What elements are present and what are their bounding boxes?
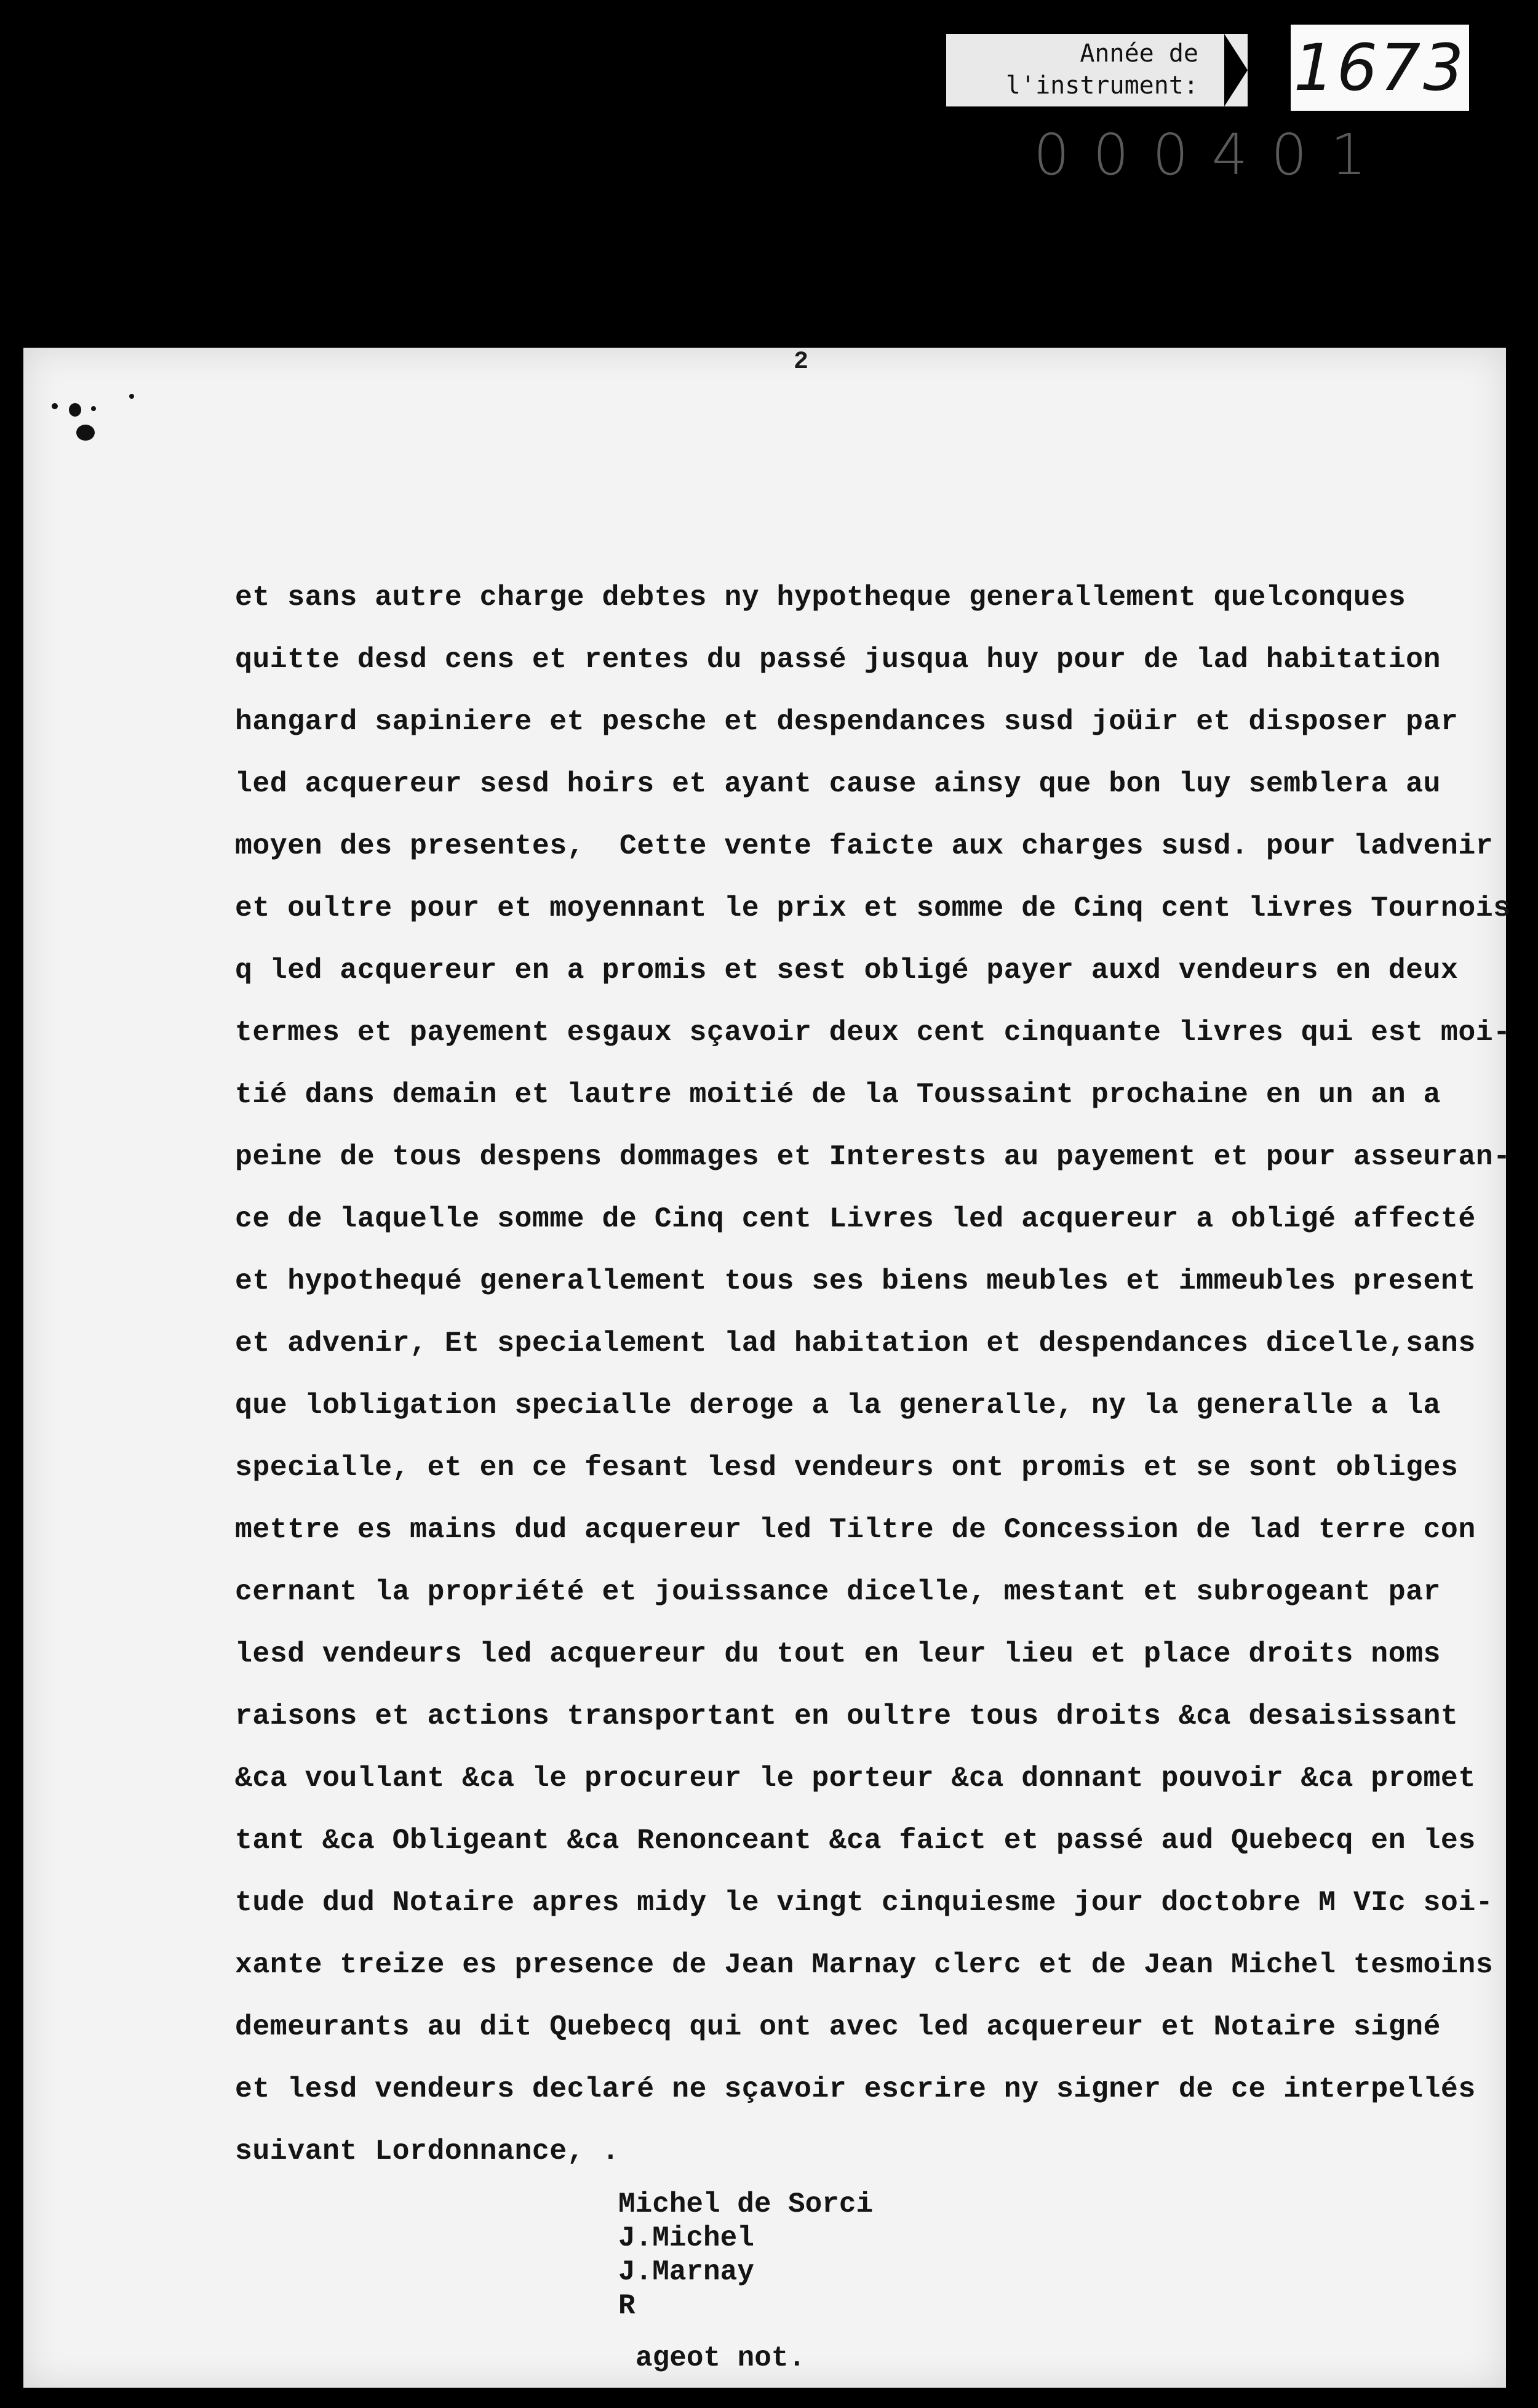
- signature-j-marnay: J.Marnay: [618, 2256, 754, 2288]
- signature-michel-de-sorci: Michel de Sorci: [618, 2188, 874, 2220]
- year-value: 1673: [1291, 25, 1469, 111]
- body-line: que lobligation specialle deroge a la generalle, ny la generalle a la: [235, 1389, 1441, 1422]
- ink-smudge-mark: [129, 394, 134, 399]
- body-line: demeurants au dit Quebecq qui ont avec led acquereur et Notaire signé: [235, 2010, 1441, 2043]
- body-line: mettre es mains dud acquereur led Tiltre de Concession de lad terre con: [235, 1513, 1476, 1546]
- body-line: et sans autre charge debtes ny hypotheque generallement quelconques: [235, 581, 1406, 614]
- serial-number: 000401: [1034, 122, 1390, 188]
- body-line: et advenir, Et specialement lad habitation et despendances dicelle,sans: [235, 1327, 1476, 1359]
- body-line: cernant la propriété et jouissance dicelle, mestant et subrogeant par: [235, 1575, 1441, 1608]
- body-line: moyen des presentes, Cette vente faicte aux charges susd. pour ladvenir: [235, 830, 1494, 862]
- document-body: [235, 566, 1511, 2182]
- body-line: raisons et actions transportant en oultre tous droits &ca desaisissant: [235, 1700, 1459, 1732]
- body-line: &ca voullant &ca le procureur le porteur &ca donnant pouvoir &ca promet: [235, 1762, 1476, 1794]
- body-line: et hypothequé generallement tous ses biens meubles et immeubles present: [235, 1265, 1476, 1297]
- body-line: ce de laquelle somme de Cinq cent Livres led acquereur a obligé affecté: [235, 1202, 1476, 1235]
- year-label-line1: Année de: [1080, 39, 1198, 68]
- arrow-pointer-icon: [1224, 34, 1248, 106]
- body-line: tant &ca Obligeant &ca Renonceant &ca faict et passé aud Quebecq en les: [235, 1824, 1476, 1857]
- signature-block: [618, 2188, 873, 2375]
- ink-smudge-mark: [76, 425, 95, 441]
- ink-smudge-mark: [69, 403, 81, 417]
- signature-notary: ageot not.: [636, 2342, 806, 2374]
- body-line: tude dud Notaire apres midy le vingt cinquiesme jour doctobre M VIc soi-: [235, 1886, 1494, 1919]
- year-label: [946, 34, 1248, 106]
- body-line: peine de tous despens dommages et Interests au payement et pour asseuran-: [235, 1140, 1511, 1173]
- ink-smudge-mark: [52, 403, 58, 409]
- body-line: termes et payement esgaux sçavoir deux cent cinquante livres qui est moi-: [235, 1016, 1511, 1049]
- body-line: xante treize es presence de Jean Marnay clerc et de Jean Michel tesmoins: [235, 1948, 1494, 1981]
- body-line: hangard sapiniere et pesche et despendances susd joüir et disposer par: [235, 705, 1459, 738]
- body-line: specialle, et en ce fesant lesd vendeurs ont promis et se sont obliges: [235, 1451, 1459, 1484]
- body-line: suivant Lordonnance, .: [235, 2135, 620, 2167]
- year-label-line2: l'instrument:: [1005, 71, 1198, 100]
- ink-smudge-mark: [91, 406, 96, 411]
- body-line: q led acquereur en a promis et sest obligé payer auxd vendeurs en deux: [235, 954, 1459, 986]
- body-line: led acquereur sesd hoirs et ayant cause ainsy que bon luy semblera au: [235, 767, 1441, 800]
- body-line: et oultre pour et moyennant le prix et somme de Cinq cent livres Tournois: [235, 892, 1511, 924]
- body-line: quitte desd cens et rentes du passé jusqua huy pour de lad habitation: [235, 643, 1441, 676]
- signature-j-michel: J.Michel: [618, 2222, 754, 2254]
- signature-r: R: [618, 2290, 636, 2322]
- page-number: 2: [793, 348, 808, 376]
- body-line: tié dans demain et lautre moitié de la Toussaint prochaine en un an a: [235, 1078, 1441, 1111]
- body-line: lesd vendeurs led acquereur du tout en leur lieu et place droits noms: [235, 1638, 1441, 1670]
- body-line: et lesd vendeurs declaré ne sçavoir escrire ny signer de ce interpellés: [235, 2073, 1476, 2105]
